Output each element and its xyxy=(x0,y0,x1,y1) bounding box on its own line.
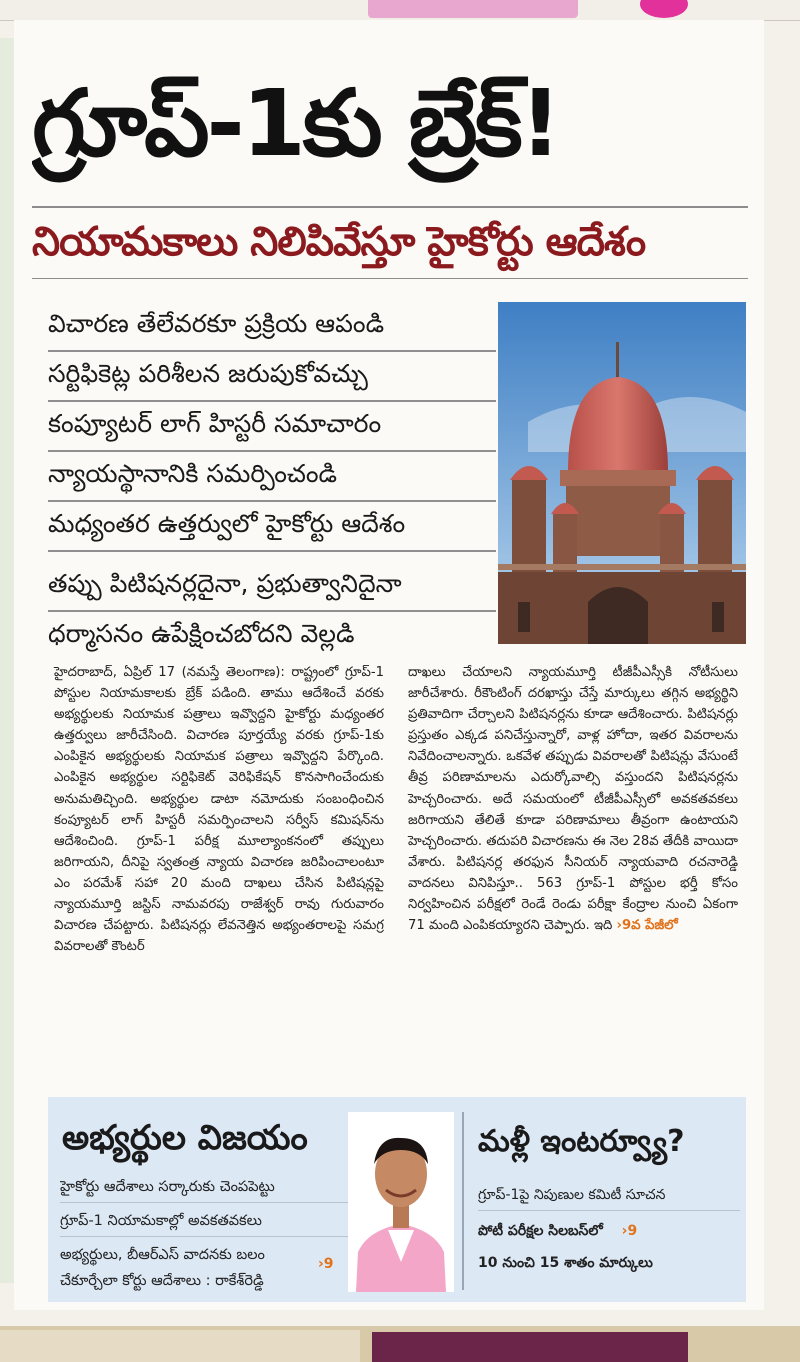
bullet-line: తప్పు పిటిషనర్లదైనా, ప్రభుత్వానిదైనా xyxy=(48,562,496,612)
highlight-bullets xyxy=(48,302,496,660)
top-strip xyxy=(0,0,800,21)
box-right-page-ref: ›9 xyxy=(621,1223,638,1239)
box-divider xyxy=(462,1112,464,1290)
box-right-line: గ్రూప్-1పై నిపుణుల కమిటీ సూచన xyxy=(478,1180,740,1211)
box-right-line xyxy=(478,1216,740,1246)
box-right-title: మళ్లీ ఇంటర్వ్యూ? xyxy=(478,1124,685,1159)
box-left-line: హైకోర్టు ఆదేశాలు సర్కారుకు చెంపపెట్టు xyxy=(60,1172,350,1203)
bottom-strip xyxy=(0,1326,800,1362)
rakesh-reddy-photo xyxy=(348,1112,454,1292)
bullet-line: మధ్యంతర ఉత్తర్వులో హైకోర్టు ఆదేశం xyxy=(48,502,496,552)
box-left-page-ref xyxy=(318,1256,334,1272)
bullet-line: న్యాయస్థానానికి సమర్పించండి xyxy=(48,452,496,502)
high-court-photo xyxy=(498,302,746,644)
person-illustration xyxy=(348,1112,454,1292)
box-right-line: 10 నుంచి 15 శాతం మార్కులు xyxy=(478,1255,653,1271)
continued-page-ref: ›9వ పేజీలో xyxy=(616,918,678,934)
box-left-page-ref-text: ›9 xyxy=(318,1256,334,1272)
bullet-line: విచారణ తేలేవరకూ ప్రక్రియ ఆపండి xyxy=(48,302,496,352)
masthead-dot xyxy=(640,0,688,18)
bullet-line: ధర్మాసనం ఉపేక్షించబోదని వెల్లడి xyxy=(48,619,355,648)
bottom-strip-dark xyxy=(372,1332,688,1362)
article-column-1: హైదరాబాద్, ఏప్రిల్ 17 (నమస్తే తెలంగాణ): రాష్ట్రంలో గ్రూప్-1 పోస్టుల నియామకాలకు బ్రేక్ పడింది. తాము ఆదేశించే వరకు అభ్యర్థులకు నియామక పత్రాలు ఇవ్వొద్దని హైకోర్టు మధ్యంతర ఉత్తర్వులు జారీచేసింది. విచారణ పూర్తయ్యే వరకు గ్రూప్-1కు ఎంపికైన అభ్యర్థులకు నియామక పత్రాలు ఇవ్వొద్దని పేర్కొంది. ఎంపికైన అభ్యర్థుల సర్టిఫికెట్ వెరిఫికేషన్ కొనసాగించేందుకు అనుమతిచ్చింది. అభ్యర్థుల డాటా నమోదుకు సంబంధించిన కంప్యూటర్ లాగ్ హిస్టరీ సమర్పించాలని సర్వీస్ కమిషన్‌ను ఆదేశించింది. గ్రూప్-1 పరీక్ష మూల్యాంకనంలో తప్పులు జరిగాయని, దీనిపై స్వతంత్ర న్యాయ విచారణ జరిపించాలంటూ ఎం పరమేశ్ సహా 20 మంది దాఖలు చేసిన పిటిషన్లపై న్యాయమూర్తి జస్టిస్ నామవరపు రాజేశ్వర్ రావు గురువారం విచారణ చేపట్టారు. పిటిషనర్లు లేవనెత్తిన అభ్యంతరాలపై సమగ్ర వివరాలతో కౌంటర్ xyxy=(54,665,384,955)
box-left-line: చేకూర్చేలా కోర్టు ఆదేశాలు : రాకేశ్‌రెడ్డి xyxy=(60,1273,264,1289)
bottom-strip-light xyxy=(0,1330,360,1362)
box-right-line-text: పోటీ పరీక్షల సిలబస్‌లో xyxy=(478,1223,603,1239)
masthead-fragment xyxy=(368,0,578,18)
subheadline-rule xyxy=(32,278,748,279)
bullet-line: కంప్యూటర్ లాగ్ హిస్టరీ సమాచారం xyxy=(48,402,496,452)
bullet-line: సర్టిఫికెట్ల పరిశీలన జరుపుకోవచ్చు xyxy=(48,352,496,402)
headline-rule xyxy=(32,206,748,208)
left-page-edge xyxy=(0,38,15,1283)
high-court-building-illustration xyxy=(498,302,746,644)
box-left-line: గ్రూప్-1 నియామకాల్లో అవకతవకలు xyxy=(60,1206,350,1237)
subheadline: నియామకాలు నిలిపివేస్తూ హైకోర్టు ఆదేశం xyxy=(32,219,646,265)
headline: గ్రూప్-1కు బ్రేక్! xyxy=(32,70,559,177)
box-left-line: అభ్యర్థులు, బీఆర్ఎస్ వాదనకు బలం xyxy=(60,1247,265,1263)
article-column-2-text: దాఖలు చేయాలని న్యాయమూర్తి టీజీపీఎస్సీకి నోటీసులు జారీచేశారు. రీకౌంటింగ్ దరఖాస్తు చేస్తే మార్కులు తగ్గిన అభ్యర్థిని ప్రతివాదిగా చేర్చాలని పిటిషనర్లను కూడా ఆదేశించారు. పిటిషనర్లు ప్రస్తుతం ఎక్కడ పనిచేస్తున్నారో, వాళ్ల హోదా, ఇతర వివరాలను నివేదించాలన్నారు. ఒకవేళ తప్పుడు వివరాలతో పిటిషన్లు వేసుంటే తీవ్ర పరిణామాలను ఎదుర్కోవాల్సి వస్తుందని పిటిషనర్లను హెచ్చరించారు. అదే సమయంలో టీజీపీఎస్సీలో అవకతవకలు జరిగాయని తేలితే కూడా పరిణామాలు తీవ్రంగా ఉంటాయని హెచ్చరించారు. తదుపరి విచారణను ఈ నెల 28వ తేదీకి వాయిదా వేశారు. పిటిషనర్ల తరఫున సీనియర్ న్యాయవాది రచనారెడ్డి వాదనలు వినిపిస్తూ.. 563 గ్రూప్-1 పోస్టుల భర్తీ కోసం నిర్వహించిన పరీక్షలో రెండే రెండు పరీక్షా కేంద్రాల నుంచి ఏకంగా 71 మంది ఎంపికయ్యారని చెప్పారు. ఇది xyxy=(408,665,738,934)
article-column-2 xyxy=(408,662,738,936)
box-left-title: అభ్యర్థుల విజయం xyxy=(62,1118,308,1158)
